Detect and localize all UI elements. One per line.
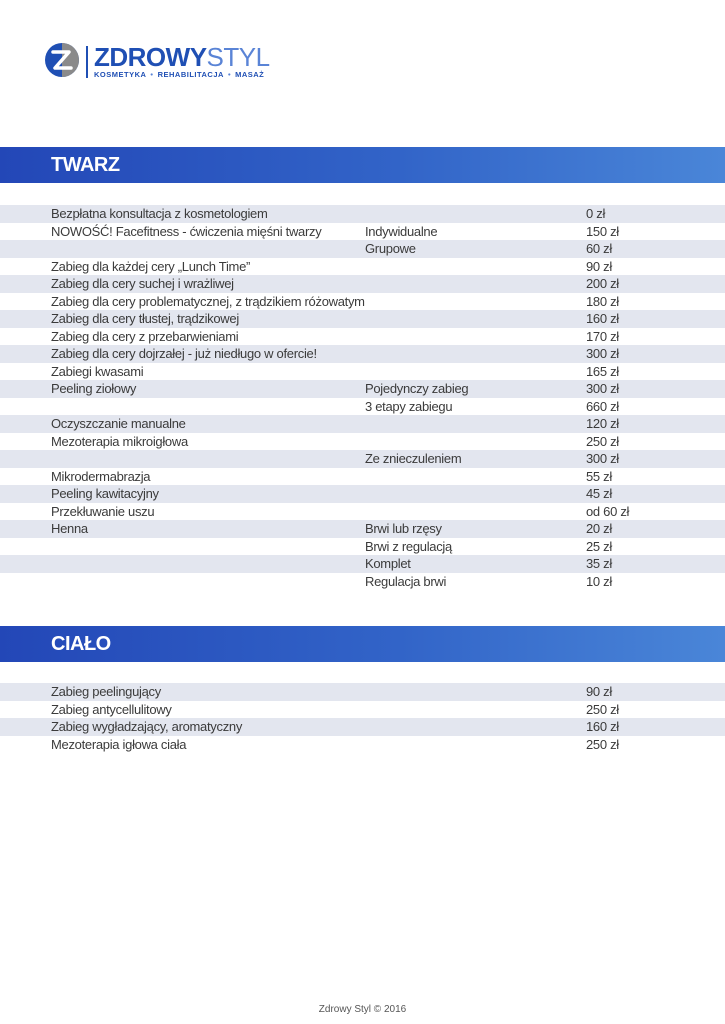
table-row [0,223,725,241]
table-row [0,736,725,754]
service-price: 120 zł [586,416,619,431]
section-header-twarz [0,147,725,183]
service-price: 250 zł [586,701,619,717]
price-table-cialo [0,683,725,753]
service-variant: Brwi z regulacją [365,538,452,554]
service-name: Zabieg dla cery z przebarwieniami [51,328,239,344]
service-name: Przekłuwanie uszu [51,503,155,519]
service-price: 0 zł [586,206,606,221]
service-price: 165 zł [586,363,619,379]
service-price: 660 zł [586,398,619,414]
service-name: Henna [51,521,88,536]
table-row [0,718,725,736]
table-row [0,538,725,556]
service-name: Zabieg dla cery suchej i wrażliwej [51,276,234,291]
service-price: od 60 zł [586,503,630,519]
service-price: 200 zł [586,276,619,291]
service-name: Mezoterapia mikroigłowa [51,433,188,449]
logo-brand-bold: ZDROWY [94,42,207,72]
service-name: Mikrodermabrazja [51,468,151,484]
service-price: 250 zł [586,736,619,752]
tagline-item: KOSMETYKA [94,70,147,79]
table-row [0,380,725,398]
table-row [0,293,725,311]
service-name: Zabieg dla cery tłustej, trądzikowej [51,311,239,326]
service-price: 35 zł [586,556,612,571]
service-name: Peeling ziołowy [51,381,137,396]
service-price: 160 zł [586,719,619,734]
service-name: Zabieg dla cery dojrzałej - już niedługo w ofercie! [51,346,317,361]
service-price: 250 zł [586,433,619,449]
service-price: 300 zł [586,346,619,361]
table-row [0,328,725,346]
table-row [0,701,725,719]
service-variant: Regulacja brwi [365,573,447,589]
tagline-dot: • [227,70,232,79]
service-variant: 3 etapy zabiegu [365,398,453,414]
service-price: 170 zł [586,328,619,344]
logo-brand-light: STYL [206,42,270,72]
service-price: 150 zł [586,223,619,239]
table-row [0,205,725,223]
service-price: 90 zł [586,258,612,274]
table-row [0,240,725,258]
service-price: 160 zł [586,311,619,326]
table-row [0,450,725,468]
logo-tagline [94,70,264,79]
service-price: 60 zł [586,241,612,256]
service-price: 90 zł [586,684,612,699]
service-variant: Grupowe [365,241,416,256]
table-row [0,683,725,701]
section-title: TWARZ [51,154,120,176]
service-price: 300 zł [586,381,619,396]
section-header-cialo [0,626,725,662]
logo-separator [86,46,88,78]
service-variant: Indywidualne [365,223,438,239]
service-price: 25 zł [586,538,612,554]
service-name: Zabiegi kwasami [51,363,144,379]
table-row [0,345,725,363]
service-price: 10 zł [586,573,612,589]
table-row [0,520,725,538]
service-name: Zabieg dla cery problematycznej, z trądzikiem różowatym [51,293,365,309]
service-price: 300 zł [586,451,619,466]
table-row [0,415,725,433]
service-name: Zabieg dla każdej cery „Lunch Time” [51,258,251,274]
service-variant: Komplet [365,556,411,571]
table-row [0,433,725,451]
service-price: 180 zł [586,293,619,309]
table-row [0,485,725,503]
service-name: Oczyszczanie manualne [51,416,186,431]
table-row [0,555,725,573]
service-name: Zabieg wygładzający, aromatyczny [51,719,243,734]
service-variant: Pojedynczy zabieg [365,381,469,396]
logo-mark-icon [44,42,80,78]
service-variant: Brwi lub rzęsy [365,521,442,536]
service-name: Peeling kawitacyjny [51,486,159,501]
table-row [0,275,725,293]
service-price: 45 zł [586,486,612,501]
service-name: Mezoterapia igłowa ciała [51,736,187,752]
section-title: CIAŁO [51,633,111,655]
table-row [0,468,725,486]
table-row [0,363,725,381]
table-row [0,310,725,328]
service-name: NOWOŚĆ! Facefitness - ćwiczenia mięśni twarzy [51,223,322,239]
tagline-item: MASAŻ [235,70,265,79]
logo-brand [94,42,270,72]
service-name: Bezpłatna konsultacja z kosmetologiem [51,206,268,221]
table-row [0,258,725,276]
service-price: 20 zł [586,521,612,536]
tagline-item: REHABILITACJA [157,70,224,79]
service-name: Zabieg antycellulitowy [51,701,172,717]
table-row [0,398,725,416]
service-variant: Ze znieczuleniem [365,451,462,466]
table-row [0,503,725,521]
table-row [0,573,725,591]
tagline-dot: • [150,70,154,79]
service-price: 55 zł [586,468,612,484]
footer: Zdrowy Styl © 2016 [318,1004,407,1015]
price-table-twarz [0,205,725,590]
service-name: Zabieg peelingujący [51,684,161,699]
